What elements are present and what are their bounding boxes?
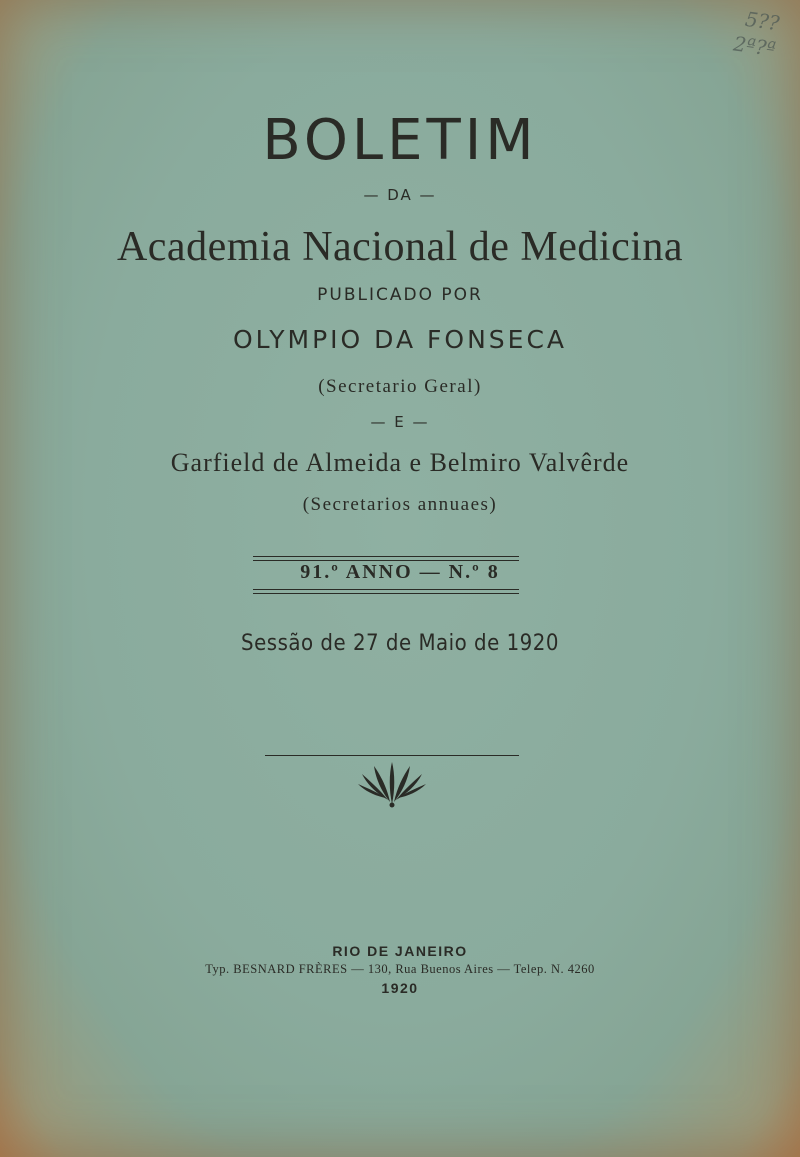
session-date: Sessão de 27 de Maio de 1920: [241, 631, 559, 656]
issue-rule-top: [253, 556, 519, 557]
academy-name: Academia Nacional de Medicina: [116, 224, 684, 270]
publicado-por: PUBLICADO POR: [317, 285, 483, 305]
fleuron-fan-ornament-icon: [356, 760, 428, 808]
ornament-rule: [265, 755, 519, 756]
editor-role: (Secretario Geral): [318, 376, 482, 397]
imprint-year: 1920: [381, 980, 419, 996]
cover-title: BOLETIM: [262, 108, 538, 173]
coeditors-role: (Secretarios annuaes): [302, 494, 498, 515]
conjunction: — E —: [370, 413, 430, 431]
da-line: — DA —: [363, 186, 437, 204]
imprint-city: RIO DE JANEIRO: [332, 943, 468, 959]
handwritten-line: 2ª?ª: [731, 31, 778, 62]
issue-number: 91.º ANNO — N.º 8: [300, 561, 500, 583]
issue-rule-bottom-inner: [253, 589, 519, 590]
imprint-printer: Typ. BESNARD FRÈRES — 130, Rua Buenos Aires — Telep. N. 4260: [205, 962, 595, 976]
editor-name: OLYMPIO DA FONSECA: [232, 325, 568, 354]
issue-rule-bottom: [253, 593, 519, 594]
handwritten-shelfmark: [655, 0, 781, 62]
coeditor-names: Garfield de Almeida e Belmiro Valvêrde: [170, 448, 630, 477]
handwritten-line: 5??: [743, 6, 781, 36]
